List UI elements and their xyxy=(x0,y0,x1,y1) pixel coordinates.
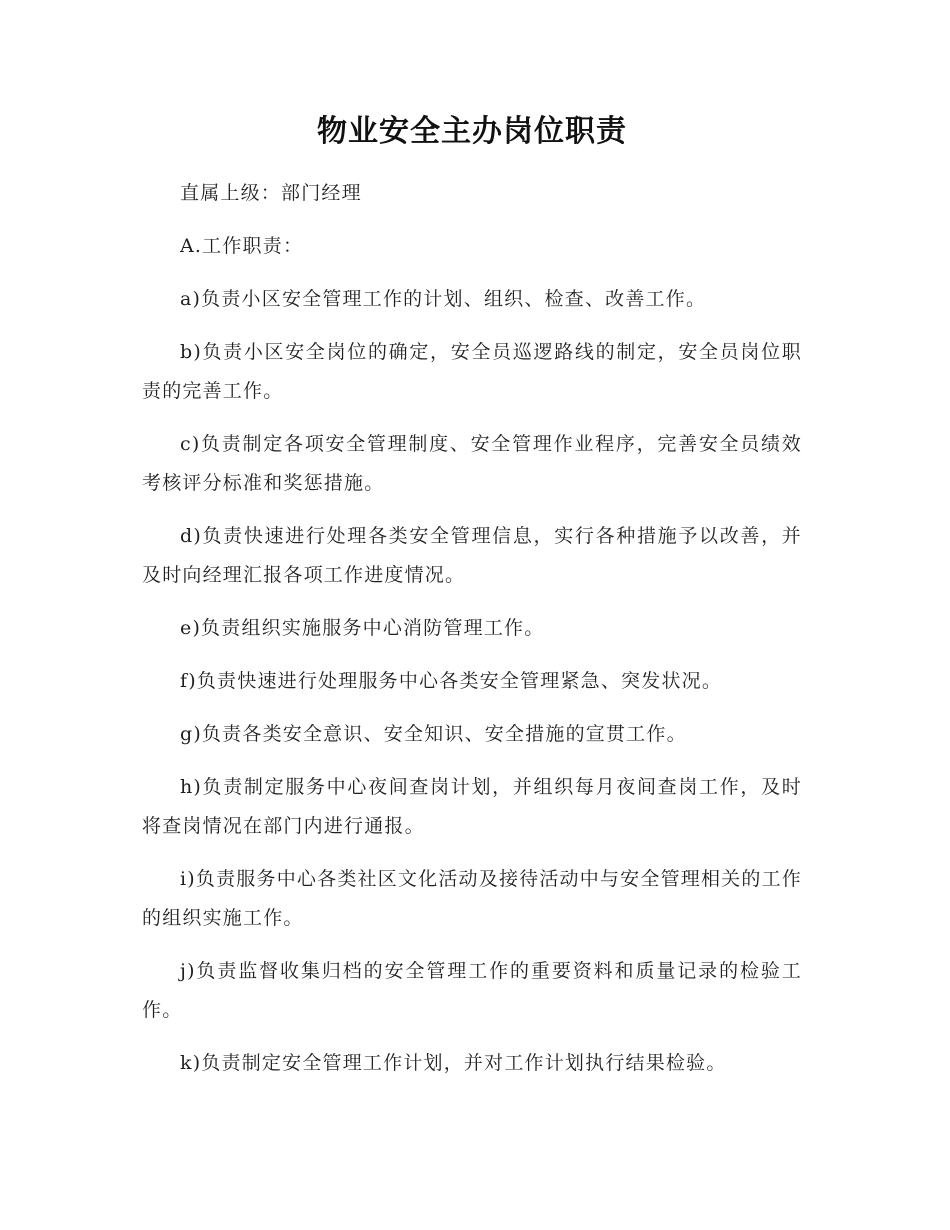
duty-item-a: a)负责小区安全管理工作的计划、组织、检查、改善工作。 xyxy=(180,288,707,310)
duty-item-b: b)负责小区安全岗位的确定，安全员巡逻路线的制定，安全员岗位职责的完善工作。 xyxy=(142,341,802,402)
supervisor-line: 直属上级：部门经理 xyxy=(180,182,362,204)
duty-item-i: i)负责服务中心各类社区文化活动及接待活动中与安全管理相关的工作的组织实施工作。 xyxy=(142,868,802,929)
duty-item-k: k)负责制定安全管理工作计划，并对工作计划执行结果检验。 xyxy=(180,1052,727,1074)
duty-item-g: g)负责各类安全意识、安全知识、安全措施的宣贯工作。 xyxy=(180,723,687,745)
duty-item-c: c)负责制定各项安全管理制度、安全管理作业程序，完善安全员绩效考核评分标准和奖惩措施。 xyxy=(142,433,802,494)
duty-item-f: f)负责快速进行处理服务中心各类安全管理紧急、突发状况。 xyxy=(180,670,723,692)
duty-item-e: e)负责组织实施服务中心消防管理工作。 xyxy=(180,617,545,639)
document-body xyxy=(142,112,802,1097)
duty-item-d: d)负责快速进行处理各类安全管理信息，实行各种措施予以改善，并及时向经理汇报各项工作进度情况。 xyxy=(142,525,802,586)
duty-item-j: j)负责监督收集归档的安全管理工作的重要资料和质量记录的检验工作。 xyxy=(142,960,802,1021)
document-title: 物业安全主办岗位职责 xyxy=(317,114,627,149)
section-heading-duties: A.工作职责： xyxy=(180,235,304,257)
duty-item-h: h)负责制定服务中心夜间查岗计划，并组织每月夜间查岗工作，及时将查岗情况在部门内进行通报。 xyxy=(142,776,802,837)
